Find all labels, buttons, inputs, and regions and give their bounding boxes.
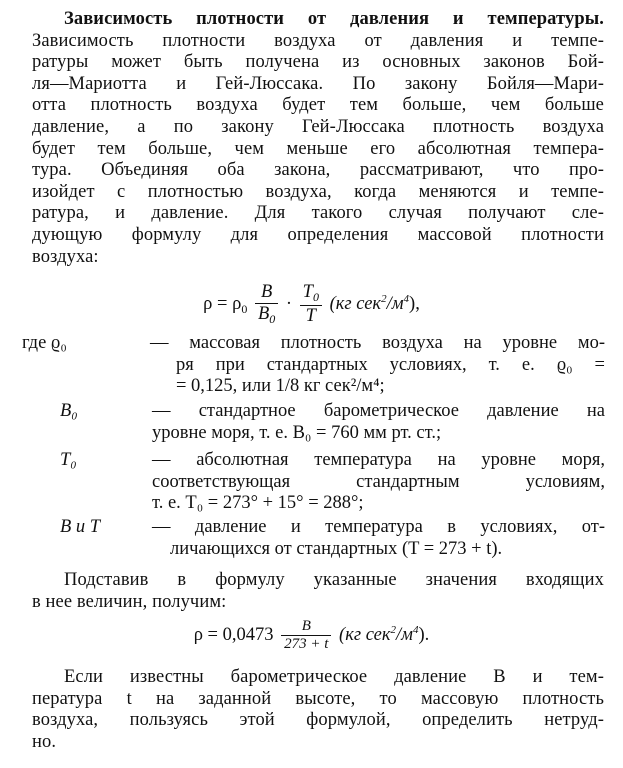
text-line: давление, а по закону Гей-Люссака плотность воздуха <box>32 116 604 137</box>
text-line: будет тем больше, чем меньше его абсолютная темпера- <box>32 138 604 159</box>
text-line: пература t на заданной высоте, то массовую плотность <box>32 688 604 709</box>
definition-symbol: T₀ <box>60 450 77 470</box>
temperature-ratio <box>300 282 322 327</box>
pressure-numerator: B <box>260 282 273 302</box>
result-formula <box>0 618 623 653</box>
result-denominator: 273 + t <box>281 635 331 653</box>
density-formula <box>0 282 623 327</box>
definition-rho0 <box>22 333 605 398</box>
text-line: тура. Объединяя оба закона, рассматривают, что про- <box>32 160 604 181</box>
result-fraction <box>281 618 331 653</box>
pressure-denominator: $B_0$ <box>255 303 278 327</box>
formula-unit: (кг $сек^2/м^4$ <box>329 292 410 314</box>
text-line: изойдет с плотностью воздуха, когда меняются и темпе- <box>32 181 604 202</box>
formula-lhs: ρ = ρ <box>203 293 242 314</box>
result-numerator: B <box>301 618 311 634</box>
text-line: ля—Мариотта и Гей-Люссака. По закону Бойля—Мари- <box>32 73 604 94</box>
definition-b-t <box>60 517 605 561</box>
temperature-numerator: $T_0$ <box>302 282 319 304</box>
temperature-denominator: T <box>300 305 322 327</box>
text-line: отта плотность воздуха будет тем больше, чем больше <box>32 95 604 116</box>
definition-text: — давление и температура в условиях, от- личающихся от стандартных (T = 273 + t). <box>152 517 605 559</box>
text-line: в нее величин, получим: <box>32 591 227 612</box>
definition-b0 <box>60 401 605 445</box>
formula-close: ). <box>418 624 430 645</box>
intro-paragraph <box>32 9 604 268</box>
definition-t0 <box>60 450 605 515</box>
multiply-dot: · <box>285 293 293 314</box>
definition-symbol: B и T <box>60 517 101 537</box>
text-line: ратура, и давление. Для такого случая получают сле- <box>32 203 604 224</box>
formula-unit: (кг $сек^2/м^4$ <box>339 623 419 645</box>
text-line: но. <box>32 731 57 752</box>
definition-text: — стандартное барометрическое давление на уровне моря, т. е. B₀ = 760 мм рт. ст.; <box>152 401 605 443</box>
definition-symbol: B₀ <box>60 401 78 421</box>
formula-close: ), <box>409 293 420 314</box>
heading: Зависимость плотности от давления и температуры. <box>64 9 604 29</box>
conclusion-paragraph <box>32 667 604 753</box>
text-line: дующую формулу для определения массовой плотности <box>32 224 604 245</box>
definition-text: — абсолютная температура на уровне моря, соответствующая стандартным условиям, т. е. T₀ = 273° + 15° = 288°; <box>152 450 605 514</box>
definition-symbol: где ϱ₀ <box>22 333 67 353</box>
definition-text: — массовая плотность воздуха на уровне мо- ря при стандартных условиях, т. е. ϱ₀ = = 0,125, или 1/8 кг сек²/м⁴; <box>150 333 605 397</box>
text-line: Если известны барометрическое давление B и тем- <box>64 667 604 687</box>
formula-lhs: ρ = 0,0473 <box>193 624 274 645</box>
text-line: воздуха, пользуясь этой формулой, определить нетруд- <box>32 710 604 731</box>
formula-lhs-sub: 0 <box>241 301 248 316</box>
text-line: воздуха: <box>32 246 99 267</box>
text-line: ратуры может быть получена из основных законов Бой- <box>32 52 604 73</box>
text-line: Зависимость плотности воздуха от давления и темпе- <box>32 30 604 51</box>
pressure-ratio <box>255 282 278 327</box>
text-line: Подставив в формулу указанные значения входящих <box>64 570 604 590</box>
substitution-paragraph <box>32 570 604 613</box>
